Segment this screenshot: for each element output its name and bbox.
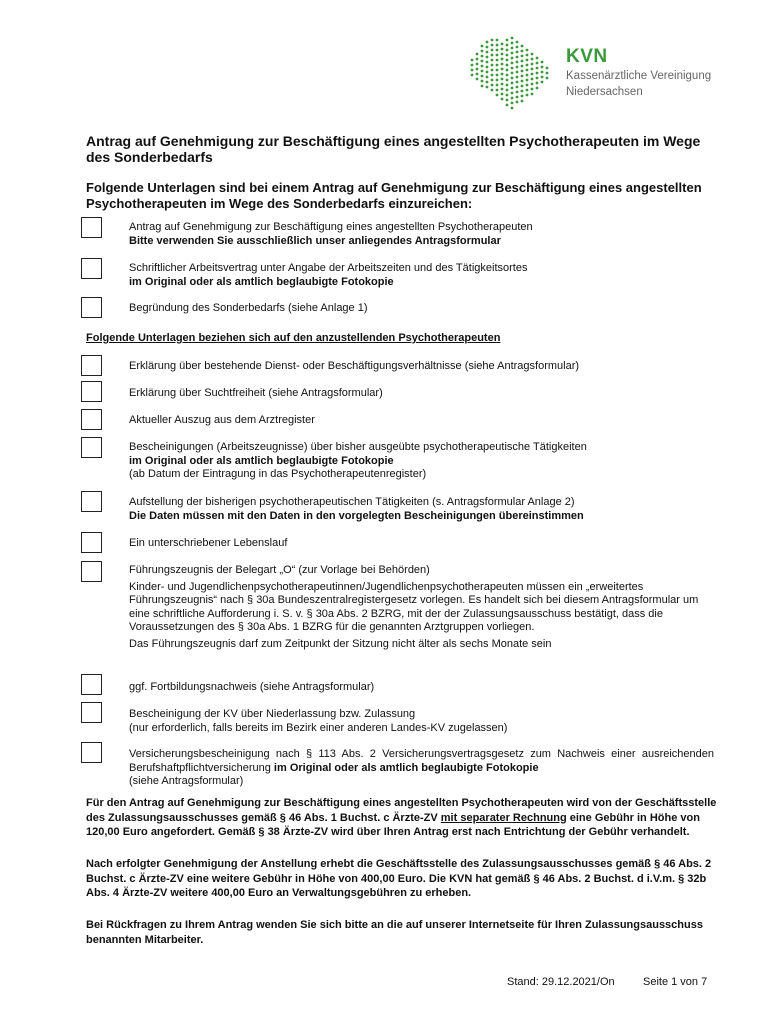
logo-dot	[501, 98, 504, 101]
logo-dot	[541, 81, 544, 84]
logo-dot	[506, 44, 509, 47]
logo-dot	[541, 61, 544, 64]
footer-stand: Stand: 29.12.2021/On	[507, 976, 615, 988]
item-begruendung	[129, 302, 719, 316]
logo-dot	[506, 54, 509, 57]
logo-dot	[531, 93, 534, 96]
logo-dot	[521, 50, 524, 53]
item-text: Versicherungsbescheinigung nach § 113 Abs. 2 Versicherungsvertragsgesetz zum Nachweis einer ausreichenden Berufshaftpflichtversicherung	[129, 748, 714, 774]
logo-dot	[476, 78, 479, 81]
logo-dot	[471, 74, 474, 77]
logo-dot	[511, 82, 514, 85]
contact-paragraph: Bei Rückfragen zu Ihrem Antrag wenden Sie sich bitte an die auf unserer Internetseite für Ihren Zulassungsausschuss benannten Mitarbeiter.	[86, 919, 703, 946]
item-fortbildung	[129, 681, 719, 695]
item-aufstellung	[129, 496, 719, 523]
checkbox-suchtfreiheit[interactable]	[81, 381, 102, 402]
item-note: im Original oder als amtlich beglaubigte Fotokopie	[273, 761, 539, 774]
checkbox-lebenslauf[interactable]	[81, 532, 102, 553]
logo-dot	[511, 77, 514, 80]
logo-dot	[541, 71, 544, 74]
document-title: Antrag auf Genehmigung zur Beschäftigung eines angestellten Psychotherapeuten im Wege des Sonderbedarfs	[86, 133, 701, 165]
checkbox-kv-bescheinigung[interactable]	[81, 702, 102, 723]
logo-dot	[491, 84, 494, 87]
item-note: Bitte verwenden Sie ausschließlich unser anliegendes Antragsformular	[129, 234, 501, 247]
logo-dot	[501, 58, 504, 61]
logo-dot	[516, 76, 519, 79]
logo-dot	[526, 94, 529, 97]
checkbox-begruendung[interactable]	[81, 297, 102, 318]
item-text: Bescheinigungen (Arbeitszeugnisse) über bisher ausgeübte psychotherapeutische Tätigkeiten	[129, 441, 587, 453]
logo-dot	[501, 43, 504, 46]
logo-dot	[506, 64, 509, 67]
logo-dot	[481, 55, 484, 58]
logo-dot	[511, 42, 514, 45]
logo-dot	[546, 77, 549, 80]
logo-line-2: Niedersachsen	[566, 86, 643, 98]
logo-dot	[491, 89, 494, 92]
checkbox-aufstellung[interactable]	[81, 491, 102, 512]
logo-dot	[536, 72, 539, 75]
logo-dot	[511, 87, 514, 90]
fee-paragraph-2: Nach erfolgter Genehmigung der Anstellung erhebt die Geschäftsstelle des Zulassungsausschusses gemäß § 46 Abs. 2 Buchst. c Ärzte-ZV eine weitere Gebühr in Höhe von 400,00 Euro. Die KVN hat gemäß § 46 Abs. 2 Buchst. d i.V.m. § 32b Abs. 4 Ärzte-ZV weitere 400,00 Euro an Verwaltungsgebühren zu erheben.	[86, 858, 712, 899]
item-lebenslauf	[129, 537, 719, 551]
logo-dot	[511, 37, 514, 40]
logo-dot	[496, 49, 499, 52]
item-text: Aktueller Auszug aus dem Arztregister	[129, 414, 315, 426]
item-suchtfreiheit	[129, 387, 719, 401]
logo-dot	[491, 49, 494, 52]
logo-dot	[501, 93, 504, 96]
logo-dot	[521, 80, 524, 83]
logo-dot	[516, 66, 519, 69]
logo-dot	[496, 69, 499, 72]
p1-part-a: Für den Antrag auf Genehmigung zur Beschäftigung eines angestellten Psychotherapeuten wird von der Geschäftsstelle des Zulassungsausschusses gemäß § 46 Abs. 1 Buchst. c Ärzte-ZV	[86, 797, 717, 824]
item-text: Schriftlicher Arbeitsvertrag unter Angabe der Arbeitszeiten und des Tätigkeitsortes	[129, 262, 528, 274]
logo-dot	[496, 64, 499, 67]
logo-dot	[546, 72, 549, 75]
logo-dot	[476, 63, 479, 66]
item-fuehrungszeugnis	[129, 564, 719, 651]
logo-dot	[506, 74, 509, 77]
logo-dot	[476, 58, 479, 61]
logo-dot	[526, 49, 529, 52]
item-text: Begründung des Sonderbedarfs (siehe Anlage 1)	[129, 302, 368, 314]
logo-dot	[506, 89, 509, 92]
item-note: Die Daten müssen mit den Daten in den vorgelegten Bescheinigungen übereinstimmen	[129, 509, 584, 522]
logo-dot	[511, 52, 514, 55]
item-extra: (siehe Antragsformular)	[129, 775, 244, 787]
logo-dot	[531, 83, 534, 86]
logo-dot	[506, 94, 509, 97]
kvn-logo	[566, 46, 711, 100]
logo-dot	[501, 83, 504, 86]
logo-dot	[486, 51, 489, 54]
logo-dot	[536, 82, 539, 85]
checkbox-fuehrungszeugnis[interactable]	[81, 561, 102, 582]
item-bescheinigungen	[129, 441, 719, 482]
logo-dot	[516, 61, 519, 64]
fee-paragraph-1	[86, 796, 726, 840]
logo-dot	[481, 75, 484, 78]
checkbox-bescheinigungen[interactable]	[81, 437, 102, 458]
logo-dot	[511, 62, 514, 65]
logo-dot	[471, 59, 474, 62]
logo-dot	[491, 54, 494, 57]
logo-dot	[531, 53, 534, 56]
logo-dot	[531, 68, 534, 71]
logo-dot	[546, 67, 549, 70]
logo-dot	[501, 78, 504, 81]
subheading: Folgende Unterlagen sind bei einem Antrag auf Genehmigung zur Beschäftigung eines angestellten Psychotherapeuten im Wege des Sonderbedarfs einzureichen:	[86, 180, 702, 211]
logo-dot	[486, 61, 489, 64]
item-dienstverhaeltnisse	[129, 360, 719, 374]
logo-dot	[511, 97, 514, 100]
logo-dot	[521, 55, 524, 58]
checkbox-versicherung[interactable]	[81, 742, 102, 763]
item-versicherung	[129, 748, 714, 789]
logo-dot	[526, 74, 529, 77]
logo-dot	[526, 79, 529, 82]
item-text: Erklärung über bestehende Dienst- oder Beschäftigungsverhältnisse (siehe Antragsformular)	[129, 360, 580, 372]
checkbox-fortbildung[interactable]	[81, 674, 102, 695]
logo-dot	[501, 88, 504, 91]
logo-dot	[496, 44, 499, 47]
logo-dot	[511, 72, 514, 75]
logo-dot	[511, 67, 514, 70]
item-antrag	[129, 221, 719, 248]
logo-dot	[496, 39, 499, 42]
logo-dot	[481, 50, 484, 53]
logo-dot	[496, 89, 499, 92]
logo-dot	[506, 79, 509, 82]
logo-dot	[516, 91, 519, 94]
p1-part-b: eine Gebühr in Höhe von 120,00 Euro angefordert. Gemäß § 38 Ärzte-ZV wird über Ihren Antrag erst nach Entrichtung der Gebühr verhandelt.	[86, 811, 700, 838]
logo-dot	[521, 45, 524, 48]
checkbox-antrag[interactable]	[81, 217, 102, 238]
logo-dot	[476, 73, 479, 76]
logo-dot	[491, 44, 494, 47]
logo-dot	[506, 99, 509, 102]
logo-dot	[506, 104, 509, 107]
item-text: Antrag auf Genehmigung zur Beschäftigung eines angestellten Psychotherapeuten	[129, 221, 533, 233]
logo-dot	[491, 74, 494, 77]
logo-dot	[501, 73, 504, 76]
logo-dot	[496, 79, 499, 82]
logo-dot	[486, 81, 489, 84]
logo-dot	[496, 74, 499, 77]
checkbox-arbeitsvertrag[interactable]	[81, 258, 102, 279]
logo-dot	[531, 78, 534, 81]
logo-dot	[491, 59, 494, 62]
section-heading: Folgende Unterlagen beziehen sich auf den anzustellenden Psychotherapeuten	[86, 332, 501, 344]
logo-dot	[516, 81, 519, 84]
logo-dot	[481, 85, 484, 88]
logo-dot	[531, 73, 534, 76]
item-text: ggf. Fortbildungsnachweis (siehe Antragsformular)	[129, 681, 375, 693]
logo-dot	[486, 86, 489, 89]
logo-dot	[526, 54, 529, 57]
logo-dot	[506, 84, 509, 87]
logo-dot	[531, 88, 534, 91]
logo-dot	[501, 68, 504, 71]
logo-dot	[496, 59, 499, 62]
item-text: Erklärung über Suchtfreiheit (siehe Antragsformular)	[129, 387, 383, 399]
logo-dot	[536, 77, 539, 80]
logo-dot	[511, 57, 514, 60]
logo-dot	[526, 64, 529, 67]
logo-dot	[511, 102, 514, 105]
logo-dot	[491, 79, 494, 82]
logo-dot	[481, 65, 484, 68]
logo-dot	[486, 66, 489, 69]
logo-dot	[521, 60, 524, 63]
logo-dot	[541, 76, 544, 79]
logo-dot	[531, 58, 534, 61]
logo-dot	[541, 66, 544, 69]
logo-dot	[486, 56, 489, 59]
logo-dot	[516, 56, 519, 59]
logo-dot	[536, 62, 539, 65]
logo-dot	[481, 70, 484, 73]
logo-dot	[491, 39, 494, 42]
item-kv-bescheinigung	[129, 708, 719, 735]
item-text: Ein unterschriebener Lebenslauf	[129, 537, 288, 549]
logo-dot	[516, 96, 519, 99]
logo-dot	[471, 64, 474, 67]
logo-dot	[516, 41, 519, 44]
logo-dot	[521, 70, 524, 73]
item-extra: (nur erforderlich, falls bereits im Bezirk einer anderen Landes-KV zugelassen)	[129, 721, 508, 734]
logo-dot	[536, 67, 539, 70]
logo-dot	[481, 60, 484, 63]
logo-dot	[486, 71, 489, 74]
logo-dot	[501, 63, 504, 66]
logo-dot	[506, 69, 509, 72]
logo-dot	[506, 39, 509, 42]
logo-dot	[521, 100, 524, 103]
logo-dot	[536, 57, 539, 60]
logo-dot	[526, 59, 529, 62]
item-note: im Original oder als amtlich beglaubigte Fotokopie	[129, 454, 394, 467]
logo-dot	[496, 94, 499, 97]
logo-dot	[496, 54, 499, 57]
logo-dot	[516, 51, 519, 54]
logo-dot	[521, 90, 524, 93]
logo-dot	[516, 86, 519, 89]
logo-dot	[476, 53, 479, 56]
logo-dot	[496, 84, 499, 87]
logo-dot	[501, 53, 504, 56]
logo-dot	[481, 45, 484, 48]
logo-line-1: Kassenärztliche Vereinigung	[566, 70, 712, 82]
footer-page: Seite 1 von 7	[643, 976, 708, 988]
item-arztregister	[129, 414, 719, 428]
logo-dot	[486, 46, 489, 49]
item-note: im Original oder als amtlich beglaubigte Fotokopie	[129, 275, 394, 288]
item-text: Führungszeugnis der Belegart „O“ (zur Vorlage bei Behörden)	[129, 564, 430, 576]
logo-dot	[521, 65, 524, 68]
logo-dot	[521, 75, 524, 78]
p1-underlined: mit separater Rechnung	[440, 811, 567, 824]
logo-dot	[531, 63, 534, 66]
logo-dot	[521, 95, 524, 98]
logo-dot	[486, 41, 489, 44]
item-extra: (ab Datum der Eintragung in das Psychotherapeutenregister)	[129, 468, 427, 480]
item-text: Aufstellung der bisherigen psychotherapeutischen Tätigkeiten (s. Antragsformular Anlage 2)	[129, 496, 575, 508]
logo-dot	[511, 47, 514, 50]
item-text: Bescheinigung der KV über Niederlassung bzw. Zulassung	[129, 708, 416, 720]
logo-dot	[486, 76, 489, 79]
item-arbeitsvertrag	[129, 262, 719, 289]
logo-dot	[501, 48, 504, 51]
logo-dot	[526, 89, 529, 92]
logo-dot	[481, 80, 484, 83]
logo-dot	[506, 49, 509, 52]
item-extra-2: Das Führungszeugnis darf zum Zeitpunkt der Sitzung nicht älter als sechs Monate sein	[129, 637, 552, 650]
logo-dot	[511, 107, 514, 110]
logo-dot	[516, 46, 519, 49]
logo-dot	[491, 69, 494, 72]
logo-dot	[516, 71, 519, 74]
logo-dot	[521, 85, 524, 88]
checkbox-dienstverhaeltnisse[interactable]	[81, 355, 102, 376]
item-extra: Kinder- und Jugendlichenpsychotherapeutinnen/Jugendlichenpsychotherapeuten müssen ein „erweitertes Führungszeugnis“ nach § 30a Bundeszentralregistergesetz vorlegen. Es handelt sich bei diesem Antragsformular um eine schriftliche Aufforderung i. S. v. § 30a Abs. 2 BZRG, mit der der Zulassungsausschuss bestätigt, dass die Voraussetzungen des § 30a Abs. 1 BZRG für die genannten Arztgruppen vorliegen.	[129, 580, 699, 633]
logo-dot	[526, 69, 529, 72]
logo-dot	[516, 101, 519, 104]
logo-dot	[471, 69, 474, 72]
logo-dot	[511, 92, 514, 95]
logo-dot	[491, 64, 494, 67]
checkbox-arztregister[interactable]	[81, 409, 102, 430]
logo-dot	[526, 84, 529, 87]
logo-dot	[506, 59, 509, 62]
logo-dot	[536, 87, 539, 90]
logo-brand: KVN	[566, 46, 608, 67]
logo-dot	[476, 68, 479, 71]
